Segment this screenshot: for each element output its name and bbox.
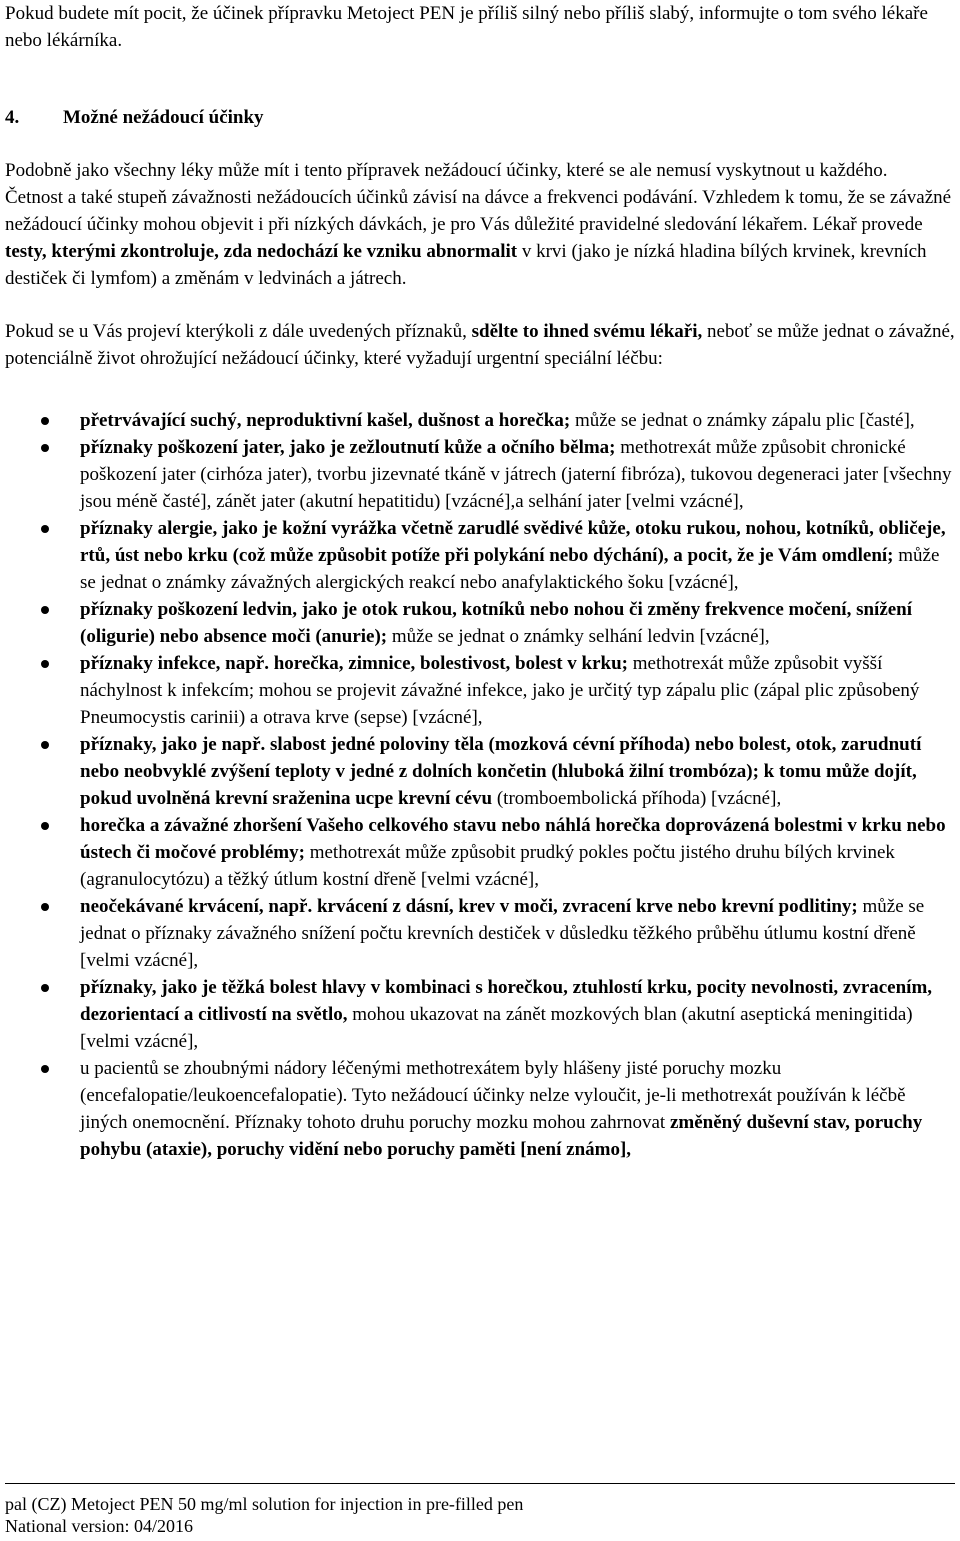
list-item	[5, 407, 955, 434]
footer-version-line: National version: 04/2016	[5, 1516, 193, 1536]
list-item-text: může se jednat o známky selhání ledvin [vzácné],	[387, 626, 770, 647]
list-item	[5, 731, 955, 812]
list-item-bold: změněný duševní stav, poruchy pohybu (ataxie), poruchy vidění nebo poruchy paměti [není známo],	[80, 1112, 923, 1160]
paragraph-urgent-text-a: Pokud se u Vás projeví kterýkoli z dále uvedených příznaků,	[5, 321, 472, 342]
symptom-list	[5, 407, 955, 1163]
bullet-icon	[41, 444, 49, 452]
section-heading	[5, 104, 955, 131]
list-item-bold: horečka a závažné zhoršení Vašeho celkového stavu nebo náhlá horečka doprovázená bolestmi v krku nebo ústech či močové problémy;	[80, 815, 946, 863]
list-item	[5, 1055, 955, 1163]
bullet-icon	[41, 1065, 49, 1073]
list-item	[5, 974, 955, 1055]
paragraph-urgent-bold: sdělte to ihned svému lékaři,	[471, 321, 703, 342]
list-item-bold: přetrvávající suchý, neproduktivní kašel, dušnost a horečka;	[80, 410, 571, 431]
list-item-bold: neočekávané krvácení, např. krvácení z dásní, krev v moči, zvracení krve nebo krevní podlitiny;	[80, 896, 858, 917]
list-item-text: může se jednat o známky závažných alergických reakcí nebo anafylaktického šoku [vzácné],	[80, 545, 940, 593]
paragraph-frequency	[5, 184, 955, 292]
list-item-bold: příznaky alergie, jako je kožní vyrážka včetně zarudlé svědivé kůže, otoku rukou, nohou, kotníků, obličeje, rtů, úst nebo krku (což může způsobit potíže při polykání nebo dýchání), a pocit, že je Vám omdlení;	[80, 518, 946, 566]
list-item-text: mohou ukazovat na zánět mozkových blan (akutní aseptická meningitida) [velmi vzácné],	[80, 1004, 913, 1052]
footer-product-line: pal (CZ) Metoject PEN 50 mg/ml solution for injection in pre-filled pen	[5, 1494, 524, 1514]
paragraph-frequency-text-a: Četnost a také stupeň závažnosti nežádoucích účinků závisí na dávce a frekvenci podávání. Vzhledem k tomu, že se závažné nežádoucí účinky mohou objevit i při nízkých dávkách, je pro Vás důležité pravidelné sledování lékařem. Lékař provede	[5, 187, 952, 235]
paragraph-frequency-text-c: v krvi (jako je nízká hladina bílých krvinek, krevních destiček či lymfom) a změnám v ledvinách a játrech.	[5, 241, 927, 289]
list-item-text: může se jednat o příznaky závažného snížení počtu krevních destiček v důsledku těžkého průběhu útlumu kostní dřeně [velmi vzácné],	[80, 896, 925, 971]
bullet-icon	[41, 903, 49, 911]
bullet-icon	[41, 660, 49, 668]
bullet-icon	[41, 741, 49, 749]
bullet-icon	[41, 417, 49, 425]
bullet-icon	[41, 822, 49, 830]
page-footer	[5, 1493, 955, 1537]
list-item-text: (tromboembolická příhoda) [vzácné],	[492, 788, 782, 809]
list-item-text: methotrexát může způsobit prudký pokles počtu jistého druhu bílých krvinek (agranulocytózu) a těžký útlum kostní dřeně [velmi vzácné],	[80, 842, 895, 890]
list-item	[5, 596, 955, 650]
bullet-icon	[41, 984, 49, 992]
footer-divider	[5, 1483, 955, 1484]
list-item	[5, 434, 955, 515]
list-item-text: může se jednat o známky zápalu plic [časté],	[570, 410, 915, 431]
list-item-text-pre: u pacientů se zhoubnými nádory léčenými methotrexátem byly hlášeny jisté poruchy mozku (encefalopatie/leukoencefalopatie). Tyto nežádoucí účinky nelze vyloučit, je-li methotrexát používán k léčbě jiných onemocnění. Příznaky tohoto druhu poruchy mozku mohou zahrnovat	[80, 1058, 906, 1133]
list-item-text: methotrexát může způsobit chronické poškození jater (cirhóza jater), tvorbu jizevnaté tkáně v játrech (jaterní fibróza), tukovou degeneraci jater [všechny jsou méně časté], zánět jater (akutní hepatitidu) [vzácné],a selhání jater [velmi vzácné],	[80, 437, 952, 512]
bullet-icon	[41, 606, 49, 614]
list-item-bold: příznaky, jako je těžká bolest hlavy v kombinaci s horečkou, ztuhlostí krku, pocity nevolnosti, zvracením, dezorientací a citlivostí na světlo,	[80, 977, 933, 1025]
bullet-icon	[41, 525, 49, 533]
list-item-bold: příznaky poškození jater, jako je zežloutnutí kůže a očního bělma;	[80, 437, 616, 458]
list-item	[5, 515, 955, 596]
paragraph-side-effects-intro: Podobně jako všechny léky může mít i tento přípravek nežádoucí účinky, které se ale nemusí vyskytnout u každého.	[5, 160, 888, 181]
leaflet-page	[5, 0, 955, 1163]
list-item-bold: příznaky, jako je např. slabost jedné poloviny těla (mozková cévní příhoda) nebo bolest, otok, zarudnutí nebo neobvyklé zvýšení teploty v jedné z dolních končetin (hluboká žilní trombóza); k tomu může dojít, pokud uvolněná krevní sraženina ucpe krevní cévu	[80, 734, 922, 809]
list-item	[5, 650, 955, 731]
section-title: Možné nežádoucí účinky	[63, 107, 264, 128]
list-item	[5, 893, 955, 974]
paragraph-urgent-text-c: neboť se může jednat o závažné, potenciálně život ohrožující nežádoucí účinky, které vyžadují urgentní speciální léčbu:	[5, 321, 955, 369]
paragraph-frequency-bold: testy, kterými zkontroluje, zda nedochází ke vzniku abnormalit	[5, 241, 518, 262]
list-item-bold: příznaky infekce, např. horečka, zimnice, bolestivost, bolest v krku;	[80, 653, 629, 674]
list-item-text: methotrexát může způsobit vyšší náchylnost k infekcím; mohou se projevit závažné infekce, jako je určitý typ zápalu plic (zápal plic způsobený Pneumocystis carinii) a otrava krve (sepse) [vzácné],	[80, 653, 920, 728]
section-number: 4.	[5, 107, 20, 128]
list-item	[5, 812, 955, 893]
paragraph-urgent	[5, 318, 955, 372]
intro-paragraph: Pokud budete mít pocit, že účinek přípravku Metoject PEN je příliš silný nebo příliš slabý, informujte o tom svého lékaře nebo lékárníka.	[5, 3, 928, 51]
list-item-bold: příznaky poškození ledvin, jako je otok rukou, kotníků nebo nohou či změny frekvence močení, snížení (oligurie) nebo absence moči (anurie);	[80, 599, 913, 647]
